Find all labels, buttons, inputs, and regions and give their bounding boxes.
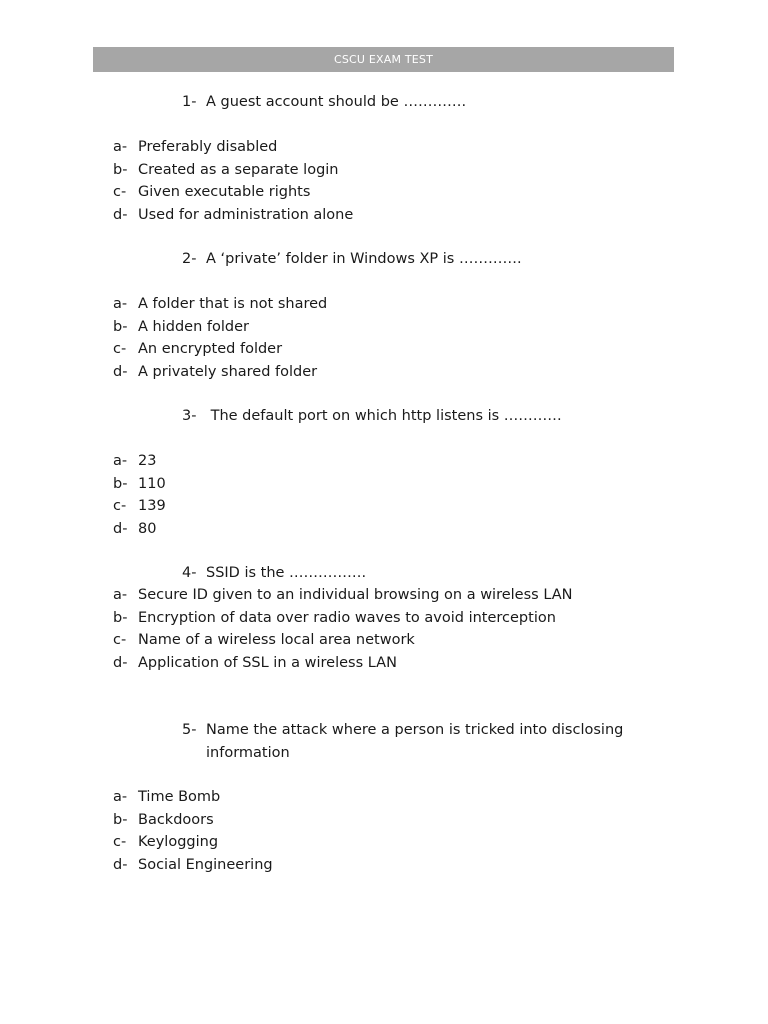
option-letter: c- (113, 341, 127, 358)
option-letter: a- (113, 139, 128, 155)
option-text: Used for administration alone (138, 206, 354, 223)
question-1-options (113, 136, 353, 226)
question-number: 1- (182, 94, 197, 110)
option-text: A folder that is not shared (138, 296, 328, 312)
question-text: A ‘private’ folder in Windows XP is …………. (206, 251, 522, 267)
option-letter: b- (113, 318, 128, 335)
option-text: Encryption of data over radio waves to avoid interception (138, 609, 556, 626)
option-text: 23 (138, 453, 157, 469)
option-d (113, 518, 166, 541)
option-letter: d- (113, 363, 128, 380)
option-letter: a- (113, 453, 128, 469)
option-text: A hidden folder (138, 318, 249, 335)
question-4 (182, 562, 652, 585)
option-b (113, 809, 273, 832)
option-b (113, 473, 166, 496)
question-number: 5- (182, 722, 197, 738)
option-text: Secure ID given to an individual browsing on a wireless LAN (138, 587, 573, 603)
option-text: Given executable rights (138, 184, 311, 201)
option-b (113, 316, 327, 339)
option-text: A privately shared folder (138, 363, 318, 380)
question-3-options (113, 450, 166, 540)
option-letter: c- (113, 184, 127, 201)
option-text: Backdoors (138, 811, 214, 828)
option-letter: b- (113, 811, 128, 828)
option-c (113, 181, 353, 204)
question-5-options (113, 786, 273, 876)
option-a (113, 136, 353, 159)
option-d (113, 361, 327, 384)
option-text: Keylogging (138, 834, 219, 851)
option-text: Time Bomb (138, 789, 221, 805)
option-text: 80 (138, 520, 157, 537)
option-c (113, 338, 327, 361)
option-text: 139 (138, 498, 166, 515)
option-letter: b- (113, 475, 128, 492)
option-b (113, 607, 573, 630)
question-number: 2- (182, 251, 197, 267)
option-text: Preferably disabled (138, 139, 278, 155)
question-3 (182, 405, 652, 428)
option-a (113, 584, 573, 607)
option-letter: b- (113, 161, 128, 178)
option-a (113, 786, 273, 809)
option-letter: b- (113, 609, 128, 626)
question-2-options (113, 293, 327, 383)
question-4-options (113, 584, 573, 674)
question-2 (182, 248, 652, 271)
option-letter: d- (113, 520, 128, 537)
option-b (113, 159, 353, 182)
option-a (113, 293, 327, 316)
option-a (113, 450, 166, 473)
option-letter: a- (113, 789, 128, 805)
option-letter: d- (113, 206, 128, 223)
option-d (113, 652, 573, 675)
question-text: The default port on which http listens is ………… (206, 408, 562, 424)
question-5 (182, 719, 632, 764)
question-number: 4- (182, 565, 197, 581)
question-text: SSID is the ……………. (206, 565, 367, 581)
option-letter: a- (113, 296, 128, 312)
question-text: Name the attack where a person is tricked into disclosing information (206, 722, 628, 761)
exam-title-bar (93, 47, 674, 72)
option-text: Created as a separate login (138, 161, 339, 178)
option-letter: c- (113, 632, 127, 649)
exam-title: CSCU EXAM TEST (333, 53, 434, 66)
question-text: A guest account should be …………. (206, 94, 467, 110)
option-letter: c- (113, 498, 127, 515)
option-c (113, 495, 166, 518)
question-number: 3- (182, 408, 197, 424)
option-letter: c- (113, 834, 127, 851)
option-letter: a- (113, 587, 128, 603)
question-1 (182, 91, 652, 114)
option-text: Social Engineering (138, 856, 273, 873)
option-c (113, 629, 573, 652)
option-d (113, 854, 273, 877)
option-text: Application of SSL in a wireless LAN (138, 654, 397, 671)
option-letter: d- (113, 654, 128, 671)
option-c (113, 831, 273, 854)
option-text: Name of a wireless local area network (138, 632, 415, 649)
option-text: An encrypted folder (138, 341, 283, 358)
option-text: 110 (138, 475, 166, 492)
option-letter: d- (113, 856, 128, 873)
option-d (113, 204, 353, 227)
